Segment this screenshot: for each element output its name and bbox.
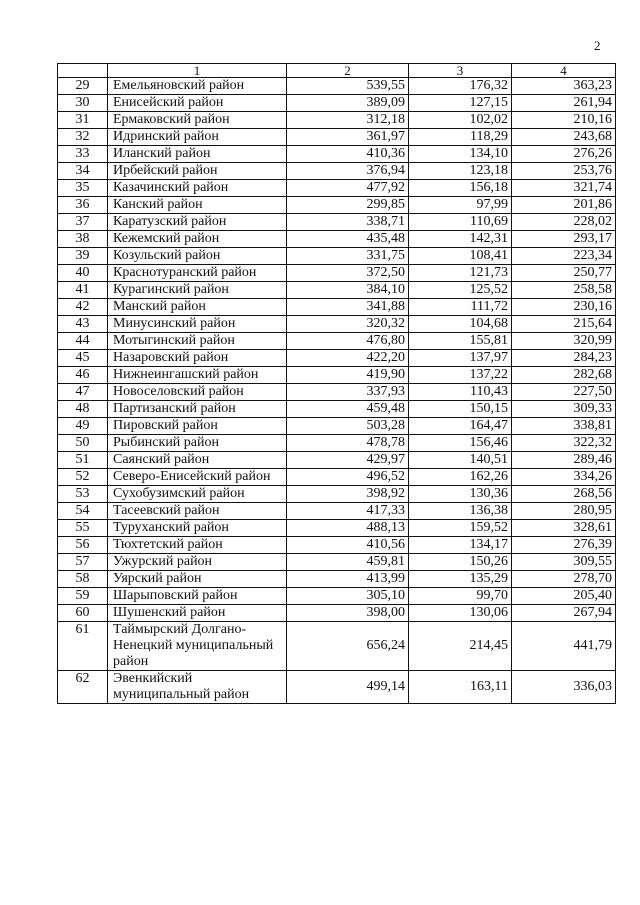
row-number: 49 [58, 418, 108, 435]
value-col-4: 268,56 [512, 486, 616, 503]
row-number: 32 [58, 129, 108, 146]
page-number: 2 [594, 38, 601, 53]
value-col-4: 328,61 [512, 520, 616, 537]
district-name: Пировский район [108, 418, 287, 435]
value-col-2: 320,32 [287, 316, 409, 333]
table-header-row [58, 64, 616, 78]
table-row [58, 265, 616, 282]
header-cell-1: 1 [108, 64, 287, 78]
value-col-2: 410,56 [287, 537, 409, 554]
value-col-3: 137,97 [409, 350, 512, 367]
row-number: 45 [58, 350, 108, 367]
row-number: 36 [58, 197, 108, 214]
value-col-4: 267,94 [512, 605, 616, 622]
table-row [58, 418, 616, 435]
district-name: Уярский район [108, 571, 287, 588]
value-col-4: 338,81 [512, 418, 616, 435]
value-col-3: 150,26 [409, 554, 512, 571]
table-row [58, 554, 616, 571]
row-number: 58 [58, 571, 108, 588]
row-number: 57 [58, 554, 108, 571]
row-number: 44 [58, 333, 108, 350]
municipal-districts-table [57, 63, 616, 704]
district-name: Канский район [108, 197, 287, 214]
value-col-3: 163,11 [409, 671, 512, 704]
row-number: 29 [58, 78, 108, 95]
row-number: 30 [58, 95, 108, 112]
district-name: Партизанский район [108, 401, 287, 418]
table-row [58, 180, 616, 197]
value-col-4: 278,70 [512, 571, 616, 588]
value-col-2: 361,97 [287, 129, 409, 146]
value-col-4: 289,46 [512, 452, 616, 469]
value-col-3: 156,46 [409, 435, 512, 452]
value-col-2: 341,88 [287, 299, 409, 316]
value-col-2: 503,28 [287, 418, 409, 435]
value-col-4: 243,68 [512, 129, 616, 146]
row-number: 59 [58, 588, 108, 605]
district-name: Минусинский район [108, 316, 287, 333]
value-col-3: 123,18 [409, 163, 512, 180]
value-col-3: 130,06 [409, 605, 512, 622]
value-col-2: 435,48 [287, 231, 409, 248]
row-number: 41 [58, 282, 108, 299]
value-col-4: 280,95 [512, 503, 616, 520]
table-row [58, 588, 616, 605]
row-number: 42 [58, 299, 108, 316]
value-col-3: 159,52 [409, 520, 512, 537]
value-col-4: 261,94 [512, 95, 616, 112]
table-row [58, 401, 616, 418]
value-col-2: 305,10 [287, 588, 409, 605]
district-name: Тюхтетский район [108, 537, 287, 554]
value-col-3: 137,22 [409, 367, 512, 384]
value-col-3: 102,02 [409, 112, 512, 129]
value-col-2: 389,09 [287, 95, 409, 112]
table-row [58, 146, 616, 163]
row-number: 43 [58, 316, 108, 333]
table-row [58, 197, 616, 214]
value-col-4: 334,26 [512, 469, 616, 486]
table-row [58, 622, 616, 671]
value-col-4: 250,77 [512, 265, 616, 282]
value-col-2: 413,99 [287, 571, 409, 588]
row-number: 55 [58, 520, 108, 537]
district-name: Курагинский район [108, 282, 287, 299]
row-number: 56 [58, 537, 108, 554]
row-number: 54 [58, 503, 108, 520]
value-col-2: 410,36 [287, 146, 409, 163]
value-col-4: 258,58 [512, 282, 616, 299]
value-col-4: 205,40 [512, 588, 616, 605]
table-row [58, 435, 616, 452]
value-col-2: 419,90 [287, 367, 409, 384]
value-col-3: 104,68 [409, 316, 512, 333]
district-name: Ужурский район [108, 554, 287, 571]
table-row [58, 248, 616, 265]
value-col-3: 99,70 [409, 588, 512, 605]
header-cell-num [58, 64, 108, 78]
value-col-2: 429,97 [287, 452, 409, 469]
row-number: 60 [58, 605, 108, 622]
value-col-3: 142,31 [409, 231, 512, 248]
value-col-3: 130,36 [409, 486, 512, 503]
value-col-2: 398,92 [287, 486, 409, 503]
row-number: 62 [58, 671, 108, 704]
value-col-3: 176,32 [409, 78, 512, 95]
value-col-4: 201,86 [512, 197, 616, 214]
row-number: 37 [58, 214, 108, 231]
district-name: Кежемский район [108, 231, 287, 248]
value-col-4: 322,32 [512, 435, 616, 452]
table-row [58, 299, 616, 316]
row-number: 34 [58, 163, 108, 180]
header-cell-4: 4 [512, 64, 616, 78]
row-number: 31 [58, 112, 108, 129]
district-name: Емельяновский район [108, 78, 287, 95]
value-col-3: 111,72 [409, 299, 512, 316]
district-name: Каратузский район [108, 214, 287, 231]
row-number: 51 [58, 452, 108, 469]
value-col-4: 215,64 [512, 316, 616, 333]
value-col-4: 230,16 [512, 299, 616, 316]
value-col-3: 134,10 [409, 146, 512, 163]
row-number: 39 [58, 248, 108, 265]
row-number: 35 [58, 180, 108, 197]
table-row [58, 384, 616, 401]
table-row [58, 163, 616, 180]
row-number: 53 [58, 486, 108, 503]
value-col-3: 135,29 [409, 571, 512, 588]
value-col-4: 227,50 [512, 384, 616, 401]
row-number: 48 [58, 401, 108, 418]
value-col-3: 134,17 [409, 537, 512, 554]
value-col-4: 336,03 [512, 671, 616, 704]
table-row [58, 520, 616, 537]
table-row [58, 571, 616, 588]
district-name: Рыбинский район [108, 435, 287, 452]
value-col-3: 118,29 [409, 129, 512, 146]
value-col-3: 164,47 [409, 418, 512, 435]
district-name: Ермаковский район [108, 112, 287, 129]
table-row [58, 605, 616, 622]
value-col-3: 110,43 [409, 384, 512, 401]
table-row [58, 350, 616, 367]
row-number: 52 [58, 469, 108, 486]
table-row [58, 95, 616, 112]
value-col-4: 284,23 [512, 350, 616, 367]
district-name: Шушенский район [108, 605, 287, 622]
row-number: 50 [58, 435, 108, 452]
table-row [58, 452, 616, 469]
value-col-4: 309,55 [512, 554, 616, 571]
value-col-4: 309,33 [512, 401, 616, 418]
value-col-2: 312,18 [287, 112, 409, 129]
value-col-2: 459,81 [287, 554, 409, 571]
value-col-4: 228,02 [512, 214, 616, 231]
row-number: 61 [58, 622, 108, 671]
value-col-3: 214,45 [409, 622, 512, 671]
district-name: Манский район [108, 299, 287, 316]
district-name: Идринский район [108, 129, 287, 146]
value-col-2: 338,71 [287, 214, 409, 231]
header-cell-3: 3 [409, 64, 512, 78]
table-row [58, 367, 616, 384]
district-name: Енисейский район [108, 95, 287, 112]
table-row [58, 469, 616, 486]
value-col-2: 459,48 [287, 401, 409, 418]
header-cell-2: 2 [287, 64, 409, 78]
value-col-4: 293,17 [512, 231, 616, 248]
value-col-3: 110,69 [409, 214, 512, 231]
value-col-2: 384,10 [287, 282, 409, 299]
row-number: 38 [58, 231, 108, 248]
district-name: Таймырский Долгано-Ненецкий муниципальный район [108, 622, 287, 671]
value-col-2: 372,50 [287, 265, 409, 282]
table-row [58, 214, 616, 231]
value-col-2: 496,52 [287, 469, 409, 486]
value-col-4: 223,34 [512, 248, 616, 265]
value-col-3: 140,51 [409, 452, 512, 469]
value-col-2: 299,85 [287, 197, 409, 214]
district-name: Иланский район [108, 146, 287, 163]
table-row [58, 231, 616, 248]
table-row [58, 282, 616, 299]
value-col-2: 477,92 [287, 180, 409, 197]
value-col-2: 476,80 [287, 333, 409, 350]
value-col-4: 441,79 [512, 622, 616, 671]
table-row [58, 316, 616, 333]
value-col-2: 376,94 [287, 163, 409, 180]
value-col-3: 127,15 [409, 95, 512, 112]
value-col-3: 162,26 [409, 469, 512, 486]
district-name: Туруханский район [108, 520, 287, 537]
value-col-3: 156,18 [409, 180, 512, 197]
value-col-4: 210,16 [512, 112, 616, 129]
value-col-4: 320,99 [512, 333, 616, 350]
value-col-3: 155,81 [409, 333, 512, 350]
value-col-2: 499,14 [287, 671, 409, 704]
district-name: Назаровский район [108, 350, 287, 367]
value-col-2: 331,75 [287, 248, 409, 265]
value-col-2: 656,24 [287, 622, 409, 671]
value-col-4: 363,23 [512, 78, 616, 95]
district-name: Северо-Енисейский район [108, 469, 287, 486]
district-name: Эвенкийский муниципальный район [108, 671, 287, 704]
value-col-3: 136,38 [409, 503, 512, 520]
table-row [58, 333, 616, 350]
value-col-3: 121,73 [409, 265, 512, 282]
district-name: Ирбейский район [108, 163, 287, 180]
value-col-2: 539,55 [287, 78, 409, 95]
value-col-4: 321,74 [512, 180, 616, 197]
district-name: Тасеевский район [108, 503, 287, 520]
district-name: Мотыгинский район [108, 333, 287, 350]
value-col-2: 488,13 [287, 520, 409, 537]
value-col-3: 150,15 [409, 401, 512, 418]
value-col-2: 337,93 [287, 384, 409, 401]
district-name: Нижнеингашский район [108, 367, 287, 384]
row-number: 40 [58, 265, 108, 282]
district-name: Новоселовский район [108, 384, 287, 401]
value-col-3: 108,41 [409, 248, 512, 265]
district-name: Шарыповский район [108, 588, 287, 605]
table-row [58, 503, 616, 520]
row-number: 46 [58, 367, 108, 384]
value-col-4: 276,39 [512, 537, 616, 554]
value-col-2: 478,78 [287, 435, 409, 452]
district-name: Сухобузимский район [108, 486, 287, 503]
district-name: Краснотуранский район [108, 265, 287, 282]
value-col-4: 276,26 [512, 146, 616, 163]
district-name: Козульский район [108, 248, 287, 265]
value-col-4: 282,68 [512, 367, 616, 384]
district-name: Казачинский район [108, 180, 287, 197]
table-row [58, 78, 616, 95]
table-row [58, 537, 616, 554]
table-row [58, 112, 616, 129]
value-col-2: 422,20 [287, 350, 409, 367]
district-name: Саянский район [108, 452, 287, 469]
value-col-3: 97,99 [409, 197, 512, 214]
table-row [58, 671, 616, 704]
row-number: 33 [58, 146, 108, 163]
value-col-3: 125,52 [409, 282, 512, 299]
value-col-2: 398,00 [287, 605, 409, 622]
row-number: 47 [58, 384, 108, 401]
table-row [58, 129, 616, 146]
table-row [58, 486, 616, 503]
value-col-2: 417,33 [287, 503, 409, 520]
value-col-4: 253,76 [512, 163, 616, 180]
